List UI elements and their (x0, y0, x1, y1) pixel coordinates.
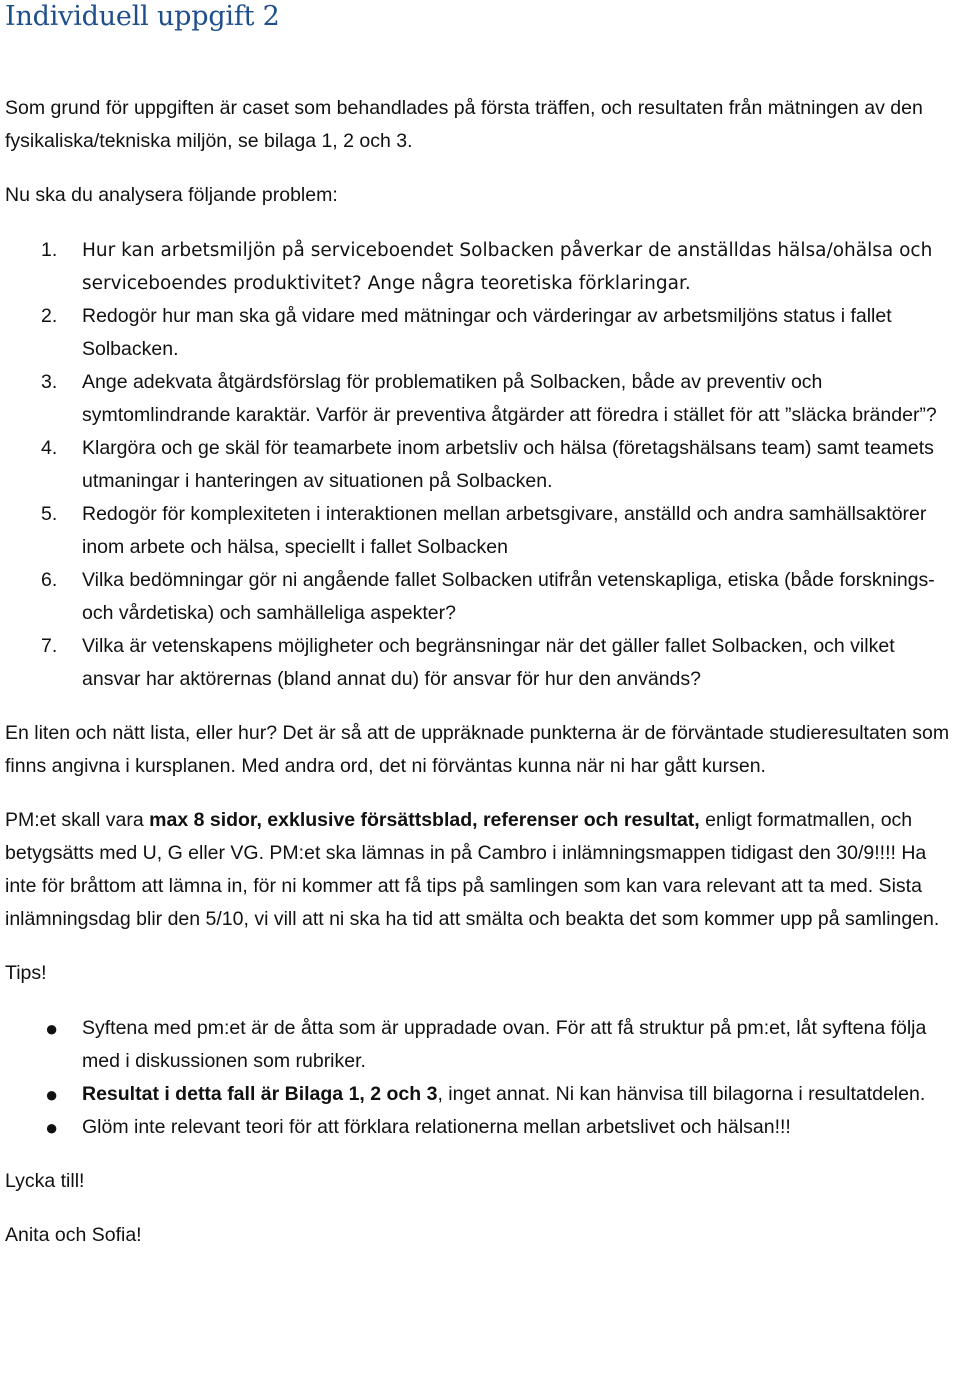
after-list-paragraph: En liten och nätt lista, eller hur? Det är så att de uppräknade punkterna är de förväntade studieresultaten som finns angivna i kursplanen. Med andra ord, det ni förväntas kunna när ni har gått kursen. (5, 722, 950, 777)
list-item-text: Redogör hur man ska gå vidare med mätningar och värderingar av arbetsmiljöns status i fallet Solbacken. (82, 305, 892, 360)
title-area (5, 0, 955, 36)
list-item (5, 630, 955, 696)
list-item-text: Redogör för komplexiteten i interaktionen mellan arbetsgivare, anställd och andra samhällsaktörer inom arbete och hälsa, speciellt i fallet Solbacken (82, 503, 927, 558)
list-item-text: Klargöra och ge skäl för teamarbete inom arbetsliv och hälsa (företagshälsans team) samt teamets utmaningar i hanteringen av situationen på Solbacken. (82, 437, 934, 492)
intro-paragraph: Som grund för uppgiften är caset som behandlades på första träffen, och resultaten från mätningen av den fysikaliska/tekniska miljön, se bilaga 1, 2 och 3. (5, 97, 923, 152)
list-item-text: Vilka bedömningar gör ni angående fallet Solbacken utifrån vetenskapliga, etiska (både forsknings- och vårdetiska) och samhälleliga aspekter? (82, 569, 935, 624)
tip-bold-text: Resultat i detta fall är Bilaga 1, 2 och 3 (82, 1083, 438, 1105)
problem-list (5, 234, 955, 696)
list-item-text: Ange adekvata åtgärdsförslag för problematiken på Solbacken, både av preventiv och symtomlindrande karaktär. Varför är preventiva åtgärder att föredra i stället för att ”släcka bränder”? (82, 371, 937, 426)
closing-line: Lycka till! (5, 1170, 85, 1192)
tip-text: Syftena med pm:et är de åtta som är uppradade ovan. För att få struktur på pm:et, låt syftena följa med i diskussionen som rubriker. (82, 1017, 927, 1072)
bullet-icon: ● (45, 1082, 59, 1107)
tips-label: Tips! (5, 962, 47, 984)
signature: Anita och Sofia! (5, 1224, 142, 1246)
page-title: Individuell uppgift 2 (5, 1, 280, 32)
list-item (5, 498, 955, 564)
list-item (5, 300, 955, 366)
pm-text-pre: PM:et skall vara (5, 809, 150, 831)
tip-text: , inget annat. Ni kan hänvisa till bilagorna i resultatdelen. (437, 1083, 926, 1105)
list-number: 3. (41, 371, 58, 393)
list-number: 2. (41, 305, 58, 327)
document-page (5, 0, 955, 1252)
tips-list (5, 1012, 955, 1144)
list-item-text: Vilka är vetenskapens möjligheter och begränsningar när det gäller fallet Solbacken, och vilket ansvar har aktörernas (bland annat du) för ansvar för hur den används? (82, 635, 895, 690)
list-number: 7. (41, 635, 58, 657)
list-item (5, 366, 955, 432)
tip-text: Glöm inte relevant teori för att förklara relationerna mellan arbetslivet och hälsan!!! (82, 1116, 791, 1138)
list-number: 1. (41, 239, 58, 261)
list-item (5, 1111, 955, 1144)
list-item (5, 432, 955, 498)
pm-text-bold: max 8 sidor, exklusive försättsblad, referenser och resultat, (149, 809, 700, 831)
list-item (5, 1012, 955, 1078)
list-item (5, 564, 955, 630)
pm-paragraph (5, 804, 955, 936)
list-number: 6. (41, 569, 58, 591)
bullet-icon: ● (45, 1016, 59, 1041)
list-item-text: Hur kan arbetsmiljön på serviceboendet Solbacken påverkar de anställdas hälsa/ohälsa och serviceboendes produktivitet? Ange några teoretiska förklaringar. (82, 240, 933, 294)
bullet-icon: ● (45, 1115, 59, 1140)
problem-intro: Nu ska du analysera följande problem: (5, 184, 338, 206)
list-item (5, 1078, 955, 1111)
pm-text-post: enligt formatmallen, och betygsätts med U, G eller VG. PM:et ska lämnas in på Cambro i inlämningsmappen tidigast den 30/9!!!! Ha inte för bråttom att lämna in, för ni kommer att få tips på samlingen som kan vara relevant att ta med. Sista inlämningsdag blir den 5/10, vi vill att ni ska ha tid att smälta och beakta det som kommer upp på samlingen. (5, 809, 940, 930)
list-item (5, 234, 955, 300)
list-number: 5. (41, 503, 58, 525)
list-number: 4. (41, 437, 58, 459)
